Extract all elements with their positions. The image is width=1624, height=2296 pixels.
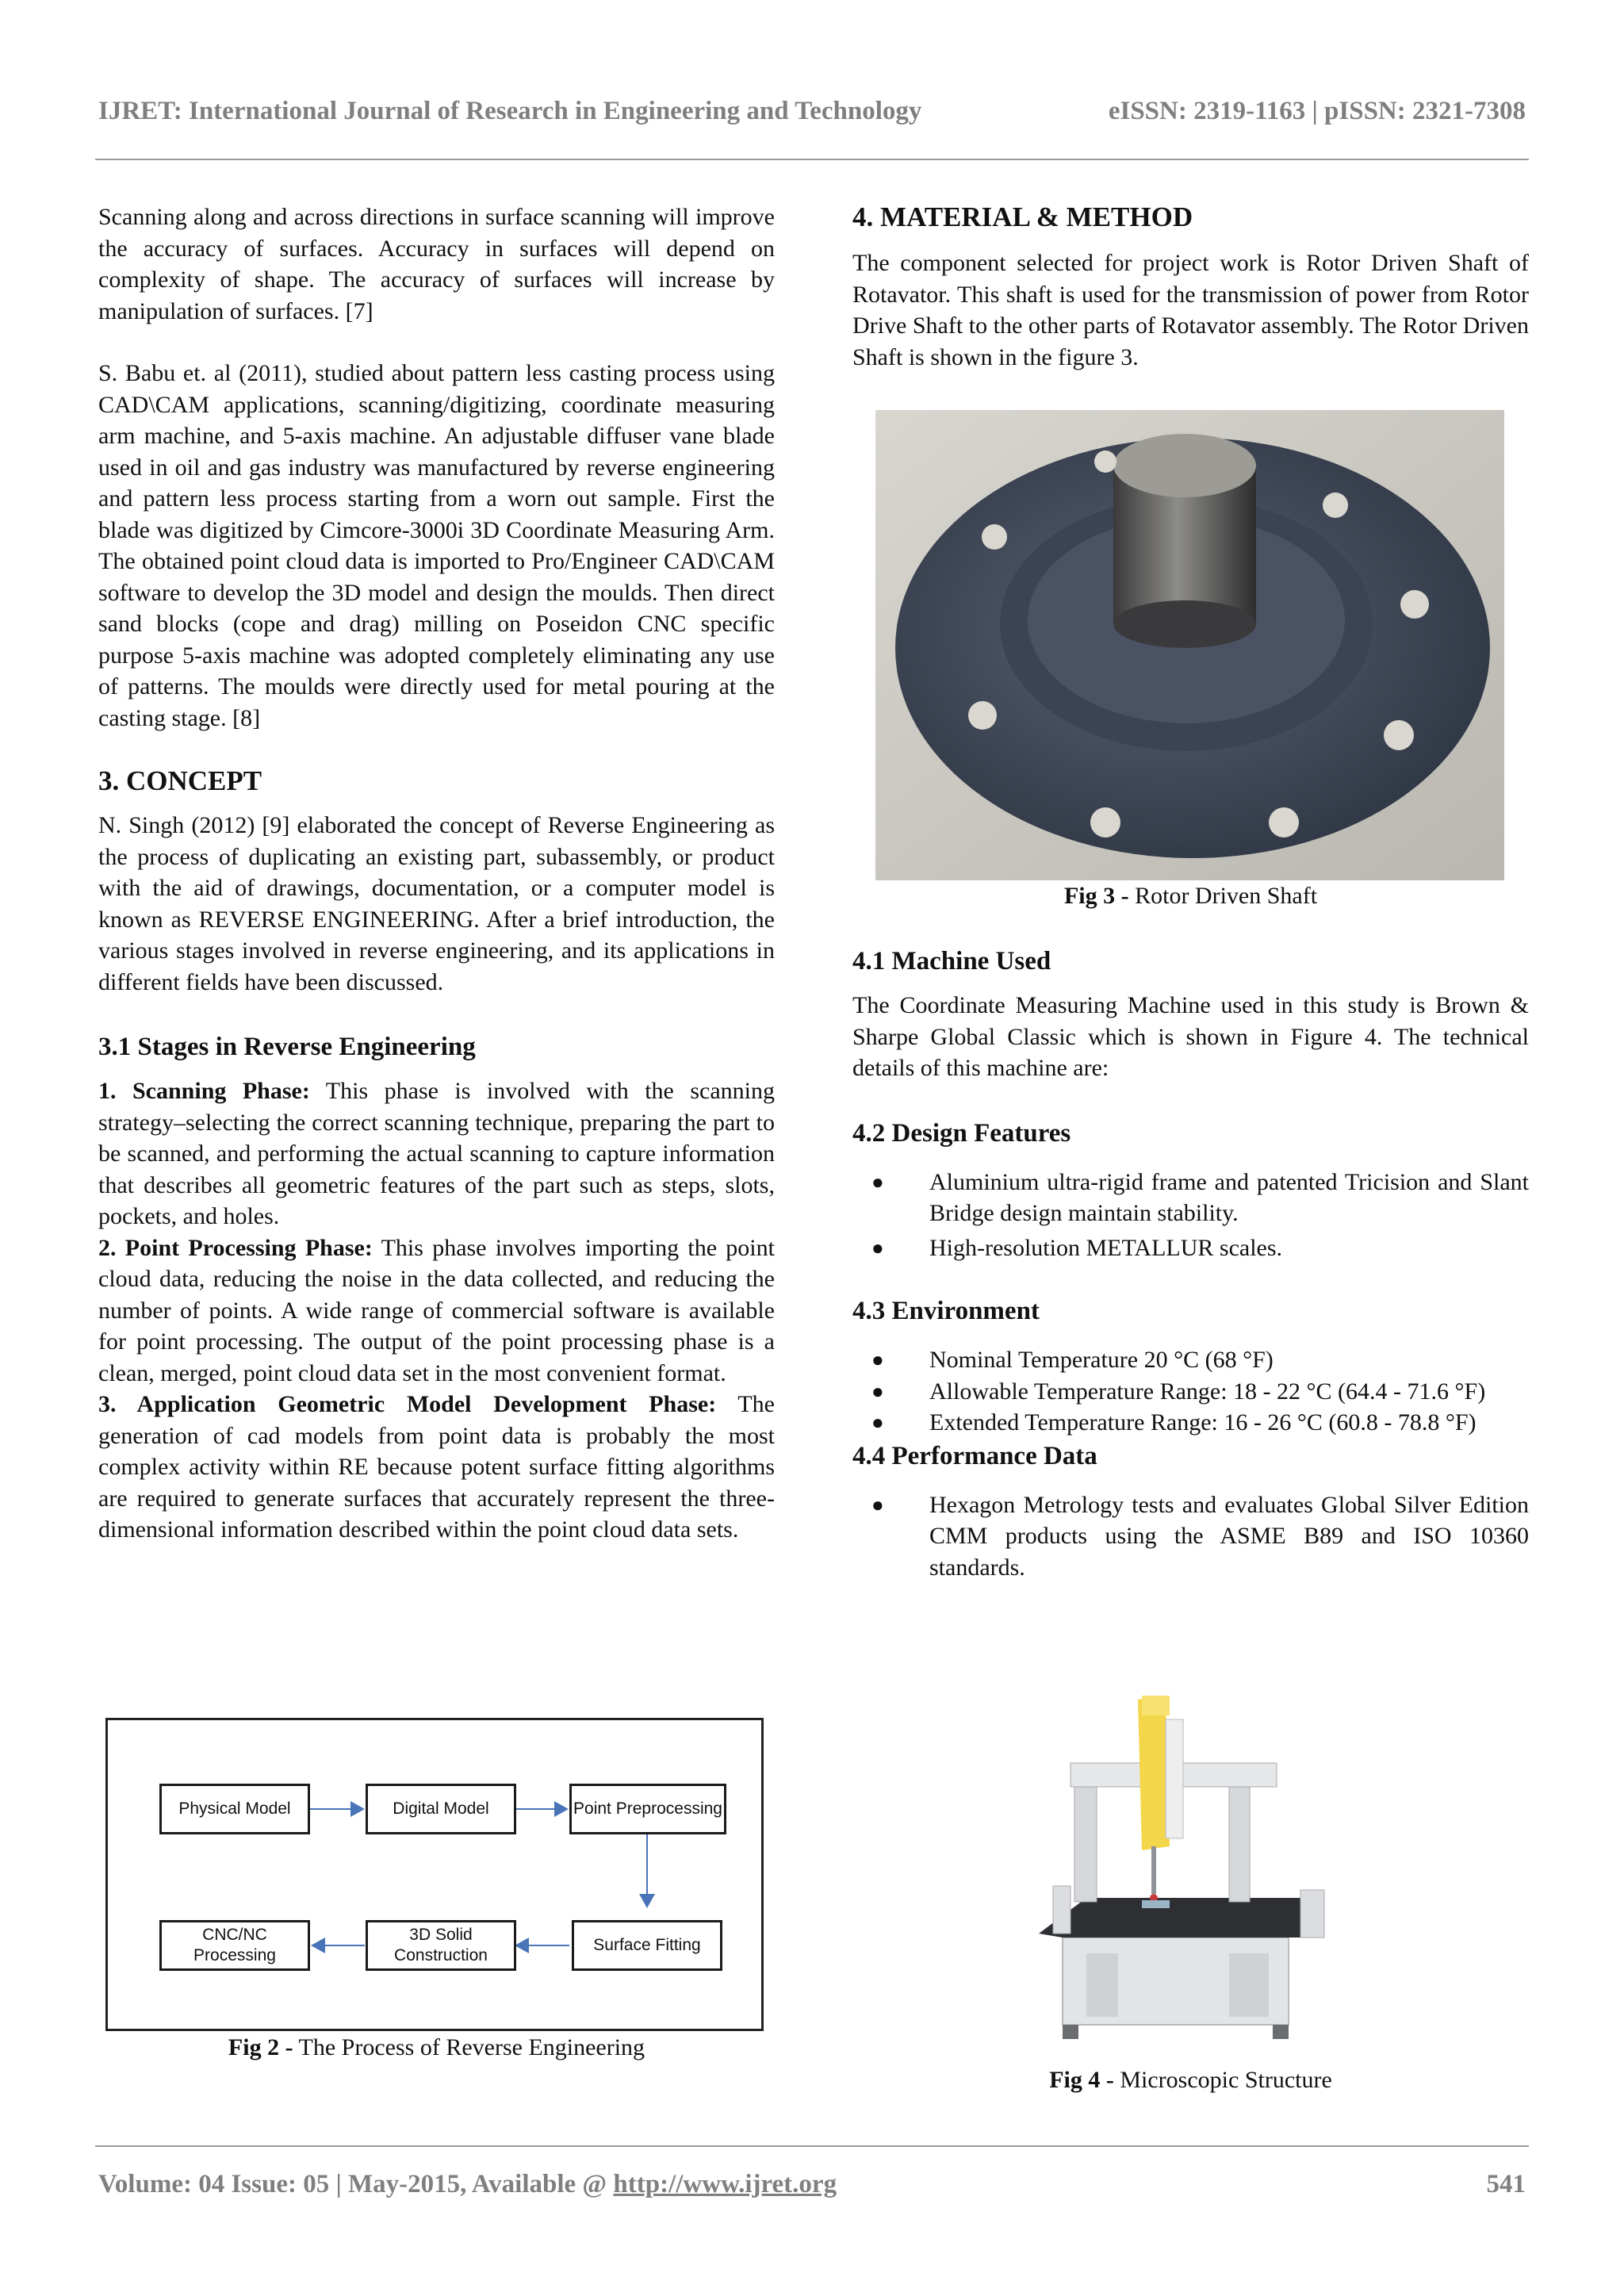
bullet-icon: ● <box>871 1170 884 1194</box>
footer-volume: Volume: 04 Issue: 05 | May-2015, Available @ <box>98 2170 614 2198</box>
fig2-caption-text: The Process of Reverse Engineering <box>293 2034 645 2060</box>
fig4-label: Fig 4 - <box>1049 2067 1114 2093</box>
paragraph-surface-scanning: Scanning along and across directions in surface scanning will improve the accuracy of surfaces. Accuracy in surfaces will depend on complexity of shape. The accuracy of surfaces will increase by manipulation of surfaces. [7] <box>98 204 775 324</box>
fig3-caption-text: Rotor Driven Shaft <box>1128 883 1318 909</box>
performance-list <box>852 1489 1529 1584</box>
environment-list <box>852 1344 1529 1439</box>
section-heading-environment: 4.3 Environment <box>852 1297 1040 1325</box>
bullet-icon: ● <box>871 1411 884 1434</box>
page-number: 541 <box>1486 2170 1526 2198</box>
list-item-text: Allowable Temperature Range: 18 - 22 °C (64.4 - 71.6 °F) <box>929 1378 1486 1405</box>
section-heading-design-features: 4.2 Design Features <box>852 1118 1071 1148</box>
list-item-text: Aluminium ultra-rigid frame and patented Tricision and Slant Bridge design maintain stability. <box>929 1168 1529 1226</box>
journal-issn: eISSN: 2319-1163 | pISSN: 2321-7308 <box>1108 97 1526 125</box>
design-features-list <box>852 1167 1529 1264</box>
section-heading-stages: 3.1 Stages in Reverse Engineering <box>98 1033 476 1061</box>
cmm-machine-photo <box>1031 1696 1332 2056</box>
flowchart-arrows <box>108 1720 761 2029</box>
bullet-icon: ● <box>871 1493 884 1516</box>
right-column <box>852 200 1529 373</box>
paragraph-concept: N. Singh (2012) [9] elaborated the concept of Reverse Engineering as the process of duplicating an existing part, subassembly, or product with the aid of drawings, documentation, or a computer model is known as REVERSE ENGINEERING. After a brief introduction, the various stages involved in reverse engineering, and its applications in different fields have been discussed. <box>98 812 775 995</box>
list-item-text: High-resolution METALLUR scales. <box>929 1234 1283 1261</box>
list-item <box>852 1376 1529 1408</box>
bullet-icon: ● <box>871 1236 884 1259</box>
paragraph-material-method: The component selected for project work is Rotor Driven Shaft of Rotavator. This shaft is used for the transmission of power from Rotor Drive Shaft to the other parts of Rotavator assembly. The Rotor Driven Shaft is shown in the figure 3. <box>852 250 1529 370</box>
list-item <box>852 1167 1529 1229</box>
flow-box-surface-fitting: Surface Fitting <box>572 1920 722 1971</box>
rotor-driven-shaft-photo <box>875 410 1504 880</box>
journal-website-link[interactable]: http://www.ijret.org <box>613 2170 837 2198</box>
paragraph-stage-1 <box>98 1075 775 1232</box>
stage-1-text: This phase is involved with the scanning strategy–selecting the correct scanning technique, preparing the part to be scanned, and performing the actual scanning to capture information that describes all geometric features of the part such as steps, slots, pockets, and holes. <box>98 1078 775 1229</box>
list-item-text: Hexagon Metrology tests and evaluates Global Silver Edition CMM products using the ASME B89 and ISO 10360 standards. <box>929 1491 1529 1581</box>
flow-box-3d-solid-construction: 3D Solid Construction <box>366 1920 516 1971</box>
section-heading-machine-used: 4.1 Machine Used <box>852 947 1051 976</box>
list-item-text: Nominal Temperature 20 °C (68 °F) <box>929 1347 1274 1373</box>
section-heading-performance: 4.4 Performance Data <box>852 1441 1097 1470</box>
stage-2-label: 2. Point Processing Phase: <box>98 1234 373 1261</box>
fig2-caption <box>98 2032 775 2064</box>
flow-box-point-preprocessing: Point Preprocessing <box>569 1784 726 1834</box>
header-rule <box>95 159 1529 160</box>
paragraph-stage-2 <box>98 1232 775 1389</box>
stage-3-text: The generation of cad models from point data is probably the most complex activity within RE because potent surface fitting algorithms are required to generate surfaces that accurately represent the three-dimensional information described within the point cloud data sets. <box>98 1391 775 1543</box>
stage-3-label: 3. Application Geometric Model Development Phase: <box>98 1391 717 1417</box>
left-column <box>98 201 775 1546</box>
section-heading-concept: 3. CONCEPT <box>98 765 262 796</box>
fig4-caption-text: Microscopic Structure <box>1113 2067 1332 2093</box>
paragraph-machine-used: The Coordinate Measuring Machine used in this study is Brown & Sharpe Global Classic which is shown in Figure 4. The technical details of this machine are: <box>852 992 1529 1081</box>
stage-2-text: This phase involves importing the point cloud data, reducing the noise in the data collected, and reducing the number of points. A wide range of commercial software is available for point processing. The output of the point processing phase is a clean, merged, point cloud data set in the most convenient format. <box>98 1234 775 1386</box>
fig2-label: Fig 2 - <box>228 2034 293 2060</box>
flow-box-digital-model: Digital Model <box>366 1784 516 1834</box>
list-item <box>852 1407 1529 1439</box>
fig3-caption <box>852 880 1529 912</box>
journal-title: IJRET: International Journal of Research in Engineering and Technology <box>98 97 922 125</box>
footer-rule <box>95 2145 1529 2147</box>
bullet-icon: ● <box>871 1348 884 1371</box>
stage-1-label: 1. Scanning Phase: <box>98 1078 310 1104</box>
journal-footer <box>98 2170 1526 2199</box>
right-column-lower <box>852 944 1529 1583</box>
list-item <box>852 1489 1529 1584</box>
list-item <box>852 1232 1529 1264</box>
list-item <box>852 1344 1529 1376</box>
list-item-text: Extended Temperature Range: 16 - 26 °C (60.8 - 78.8 °F) <box>929 1409 1477 1435</box>
flow-box-physical-model: Physical Model <box>159 1784 310 1834</box>
fig4-caption <box>852 2064 1529 2096</box>
fig3-label: Fig 3 - <box>1063 883 1129 909</box>
reverse-engineering-flowchart <box>105 1718 764 2031</box>
section-heading-material-method: 4. MATERIAL & METHOD <box>852 201 1193 232</box>
bullet-icon: ● <box>871 1379 884 1403</box>
paragraph-stage-3 <box>98 1389 775 1546</box>
paragraph-babu: S. Babu et. al (2011), studied about pattern less casting process using CAD\CAM applications, scanning/digitizing, coordinate measuring arm machine, and 5-axis machine. An adjustable diffuser vane blade used in oil and gas industry was manufactured by reverse engineering and pattern less process starting from a worn out sample. First the blade was digitized by Cimcore-3000i 3D Coordinate Measuring Arm. The obtained point cloud data is imported to Pro/Engineer CAD\CAM software to develop the 3D model and design the moulds. Then direct sand blocks (cope and drag) milling on Poseidon CNC specific purpose 5-axis machine was adopted completely eliminating any use of patterns. The moulds were directly used for metal pouring at the casting stage. [8] <box>98 360 775 731</box>
flow-box-cnc-processing: CNC/NC Processing <box>159 1920 310 1971</box>
